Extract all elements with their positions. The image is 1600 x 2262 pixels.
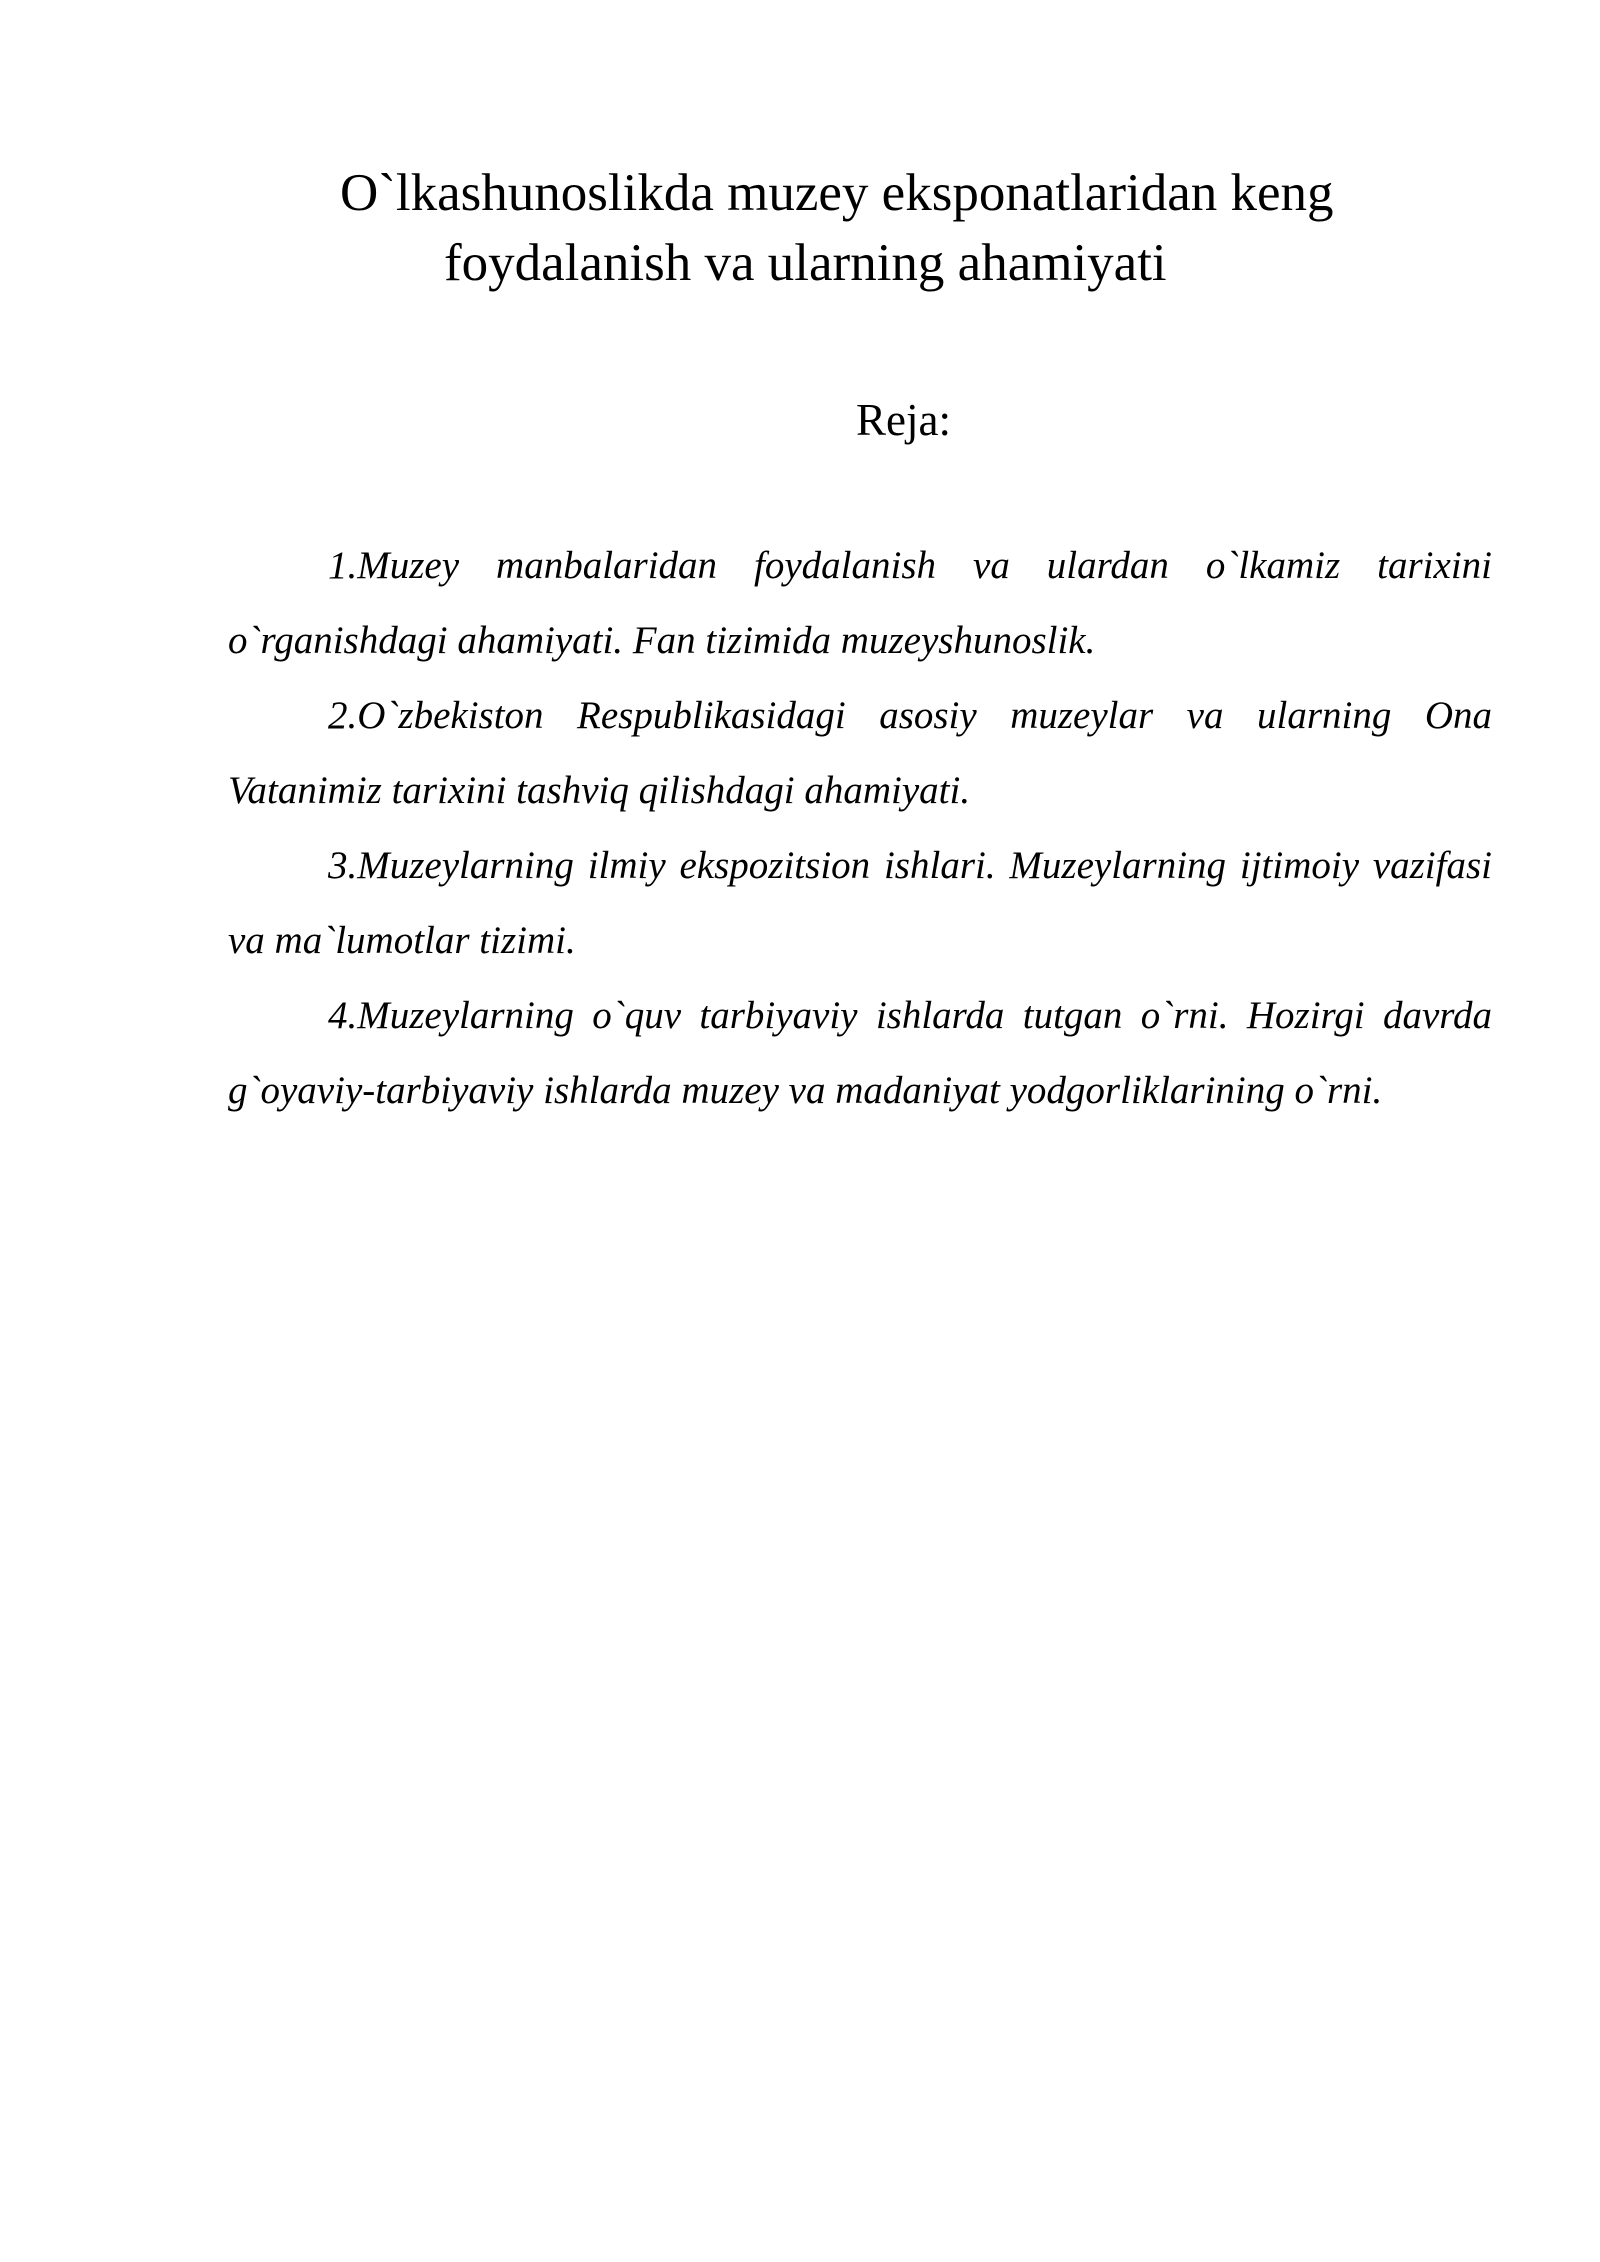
- plan-heading: Reja:: [856, 395, 951, 445]
- plan-item-3: 3.Muzeylarning ilmiy ekspozitsion ishlari. Muzeylarning ijtimoiy vazifasi va ma`lumotlar tizimi.: [228, 844, 1492, 962]
- plan-item-2: 2.O`zbekiston Respublikasidagi asosiy muzeylar va ularning Ona Vatanimiz tarixini tashviq qilishdagi ahamiyati.: [228, 694, 1492, 812]
- plan-list: [228, 528, 1492, 1128]
- document-title: [340, 158, 1500, 298]
- plan-item-1: 1.Muzey manbalaridan foydalanish va ulardan o`lkamiz tarixini o`rganishdagi ahamiyati. Fan tizimida muzeyshunoslik.: [228, 544, 1492, 662]
- plan-item-4: 4.Muzeylarning o`quv tarbiyaviy ishlarda tutgan o`rni. Hozirgi davrda g`oyaviy-tarbiyaviy ishlarda muzey va madaniyat yodgorliklarining o`rni.: [228, 994, 1492, 1112]
- title-line-1: O`lkashunoslikda muzey eksponatlaridan keng: [340, 164, 1334, 222]
- title-line-2: foydalanish va ularning ahamiyati: [444, 234, 1167, 292]
